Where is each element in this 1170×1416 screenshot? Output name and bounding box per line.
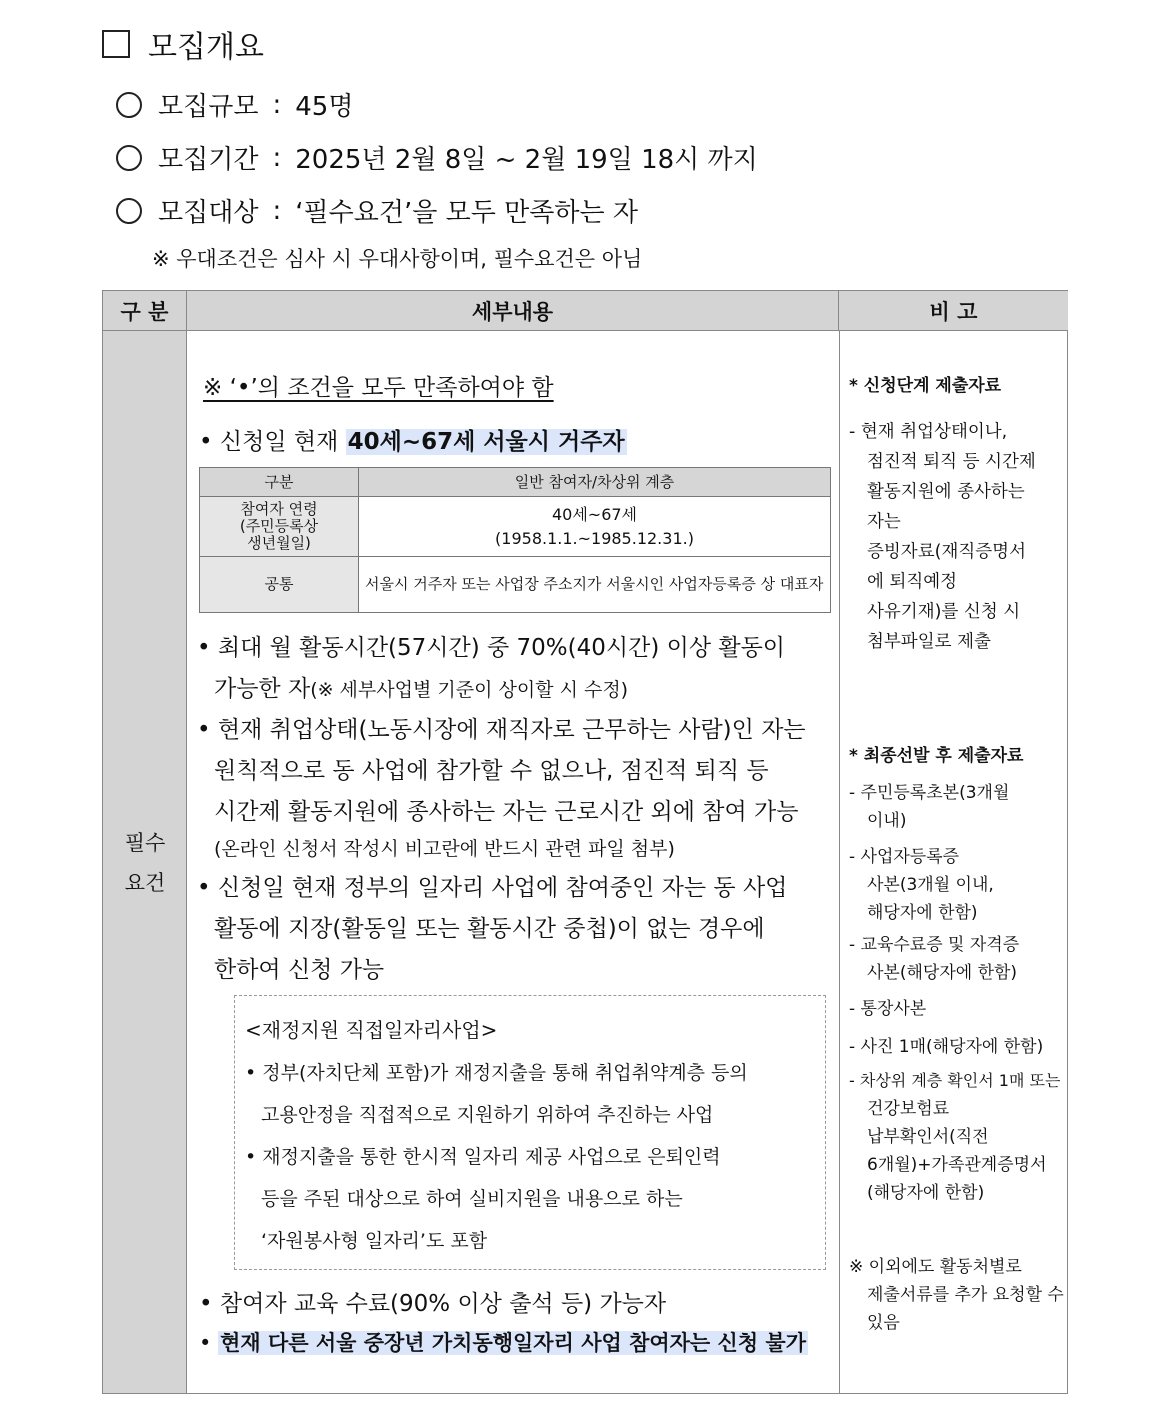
- bullet-gov-jobs-cont: 활동에 지장(활동일 또는 활동시간 중첩)이 없는 경우에: [214, 916, 765, 942]
- box-bullet-cont: 등을 주된 대상으로 하여 실비지원을 내용으로 하는: [261, 1188, 683, 1210]
- bullet-employment: • 현재 취업상태(노동시장에 재직자로 근무하는 사람)인 자는: [197, 717, 806, 743]
- bullet-employment-cont: 시간제 활동지원에 종사하는 자는 근로시간 외에 참여 가능: [214, 799, 799, 825]
- bullet-exclusion: • 현재 다른 서울 중장년 가치동행일자리 사업 참여자는 신청 불가: [199, 1331, 806, 1355]
- row-label: 필수 요건: [124, 831, 166, 895]
- requirements-table: [102, 290, 1068, 1394]
- circle-bullet-icon: [116, 145, 142, 171]
- overview-note: ※ 우대조건은 심사 시 우대사항이며, 필수요건은 아님: [152, 247, 643, 271]
- column-divider: [839, 331, 840, 1393]
- inner-cell-value: 서울시 거주자 또는 사업장 주소지가 서울시인 사업자등록증 상 대표자: [359, 557, 831, 613]
- age-highlight: 40세~67세 서울시 거주자: [347, 429, 625, 455]
- header-remarks: 비 고: [839, 291, 1068, 331]
- bullet-employment-cont: 원칙적으로 동 사업에 참가할 수 없으나, 점진적 퇴직 등: [214, 758, 769, 784]
- circle-bullet-icon: [116, 198, 142, 224]
- intro-note: ※ ‘•’의 조건을 모두 만족하여야 함: [203, 375, 554, 401]
- box-bullet-cont: 고용안정을 직접적으로 지원하기 위하여 추진하는 사업: [261, 1104, 714, 1126]
- direct-jobs-box: [234, 995, 826, 1270]
- overview-item: 모집규모 : 45명: [116, 86, 353, 123]
- overview-value: ‘필수요건’을 모두 만족하는 자: [295, 198, 638, 228]
- bullet-hours: • 최대 월 활동시간(57시간) 중 70%(40시간) 이상 활동이: [197, 635, 786, 661]
- bullet-age: • 신청일 현재 40세~67세 서울시 거주자: [199, 429, 625, 455]
- overview-item: 모집대상 : ‘필수요건’을 모두 만족하는 자: [116, 192, 638, 229]
- inner-header: 구분: [200, 468, 359, 497]
- overview-value: 2025년 2월 8일 ~ 2월 19일 18시 까지: [295, 145, 758, 175]
- remarks-stage1-title: * 신청단계 제출자료: [849, 376, 1002, 396]
- remarks-extra-note: ※ 이외에도 활동처별로 제출서류를 추가 요청할 수 있음: [849, 1257, 1064, 1333]
- section-heading: [102, 22, 264, 66]
- bullet-hours-cont: 가능한 자(※ 세부사업별 기준이 상이할 시 수정): [214, 676, 629, 702]
- box-bullet: • 정부(자치단체 포함)가 재정지출을 통해 취업취약계층 등의: [245, 1062, 748, 1084]
- box-bullet-cont: ‘자원봉사형 일자리’도 포함: [261, 1230, 488, 1252]
- overview-label: 모집대상: [158, 198, 259, 228]
- remarks-stage2-list: - 주민등록초본(3개월 이내) - 사업자등록증 사본(3개월 이내, 해당자에 한함) - 교육수료증 및 자격증 사본(해당자에 한함) - 통장사본 - 사진 1매(해당자에 한함) - 차상위 계층 확인서 1매 또는 건강보험료 납부확인서(직전 6개월)+가족관계증명서 (해당자에 한함): [849, 783, 1061, 1203]
- age-criteria-table: [199, 467, 831, 613]
- remarks-stage1-list: - 현재 취업상태이나, 점진적 퇴직 등 시간제 활동지원에 종사하는 자는 증빙자료(재직증명서 에 퇴직예정 사유기재)를 신청 시 첨부파일로 제출: [849, 422, 1036, 652]
- overview-value: 45명: [295, 92, 354, 122]
- circle-bullet-icon: [116, 92, 142, 118]
- remarks-stage2-title: * 최종선발 후 제출자료: [849, 746, 1024, 766]
- header-details: 세부내용: [187, 291, 839, 331]
- header-category: 구 분: [103, 291, 187, 331]
- overview-label: 모집기간: [158, 145, 259, 175]
- overview-label: 모집규모: [158, 92, 259, 122]
- bullet-gov-jobs-cont: 한하여 신청 가능: [214, 957, 385, 983]
- bullet-gov-jobs: • 신청일 현재 정부의 일자리 사업에 참여중인 자는 동 사업: [197, 875, 788, 901]
- overview-item: 모집기간 : 2025년 2월 8일 ~ 2월 19일 18시 까지: [116, 139, 758, 176]
- inner-cell-label: 공통: [200, 557, 359, 613]
- inner-cell-value: 40세~67세 (1958.1.1.~1985.12.31.): [359, 497, 831, 557]
- heading-text: 모집개요: [148, 30, 264, 65]
- box-title: <재정지원 직접일자리사업>: [245, 1018, 498, 1042]
- checkbox-square-icon: [102, 30, 130, 58]
- bullet-education: • 참여자 교육 수료(90% 이상 출석 등) 가능자: [199, 1291, 667, 1317]
- inner-header: 일반 참여자/차상위 계층: [359, 468, 831, 497]
- box-bullet: • 재정지출을 통한 한시적 일자리 제공 사업으로 은퇴인력: [245, 1146, 721, 1168]
- bullet-employment-note: (온라인 신청서 작성시 비고란에 반드시 관련 파일 첨부): [214, 838, 675, 860]
- inner-cell-label: 참여자 연령 (주민등록상 생년월일): [200, 497, 359, 557]
